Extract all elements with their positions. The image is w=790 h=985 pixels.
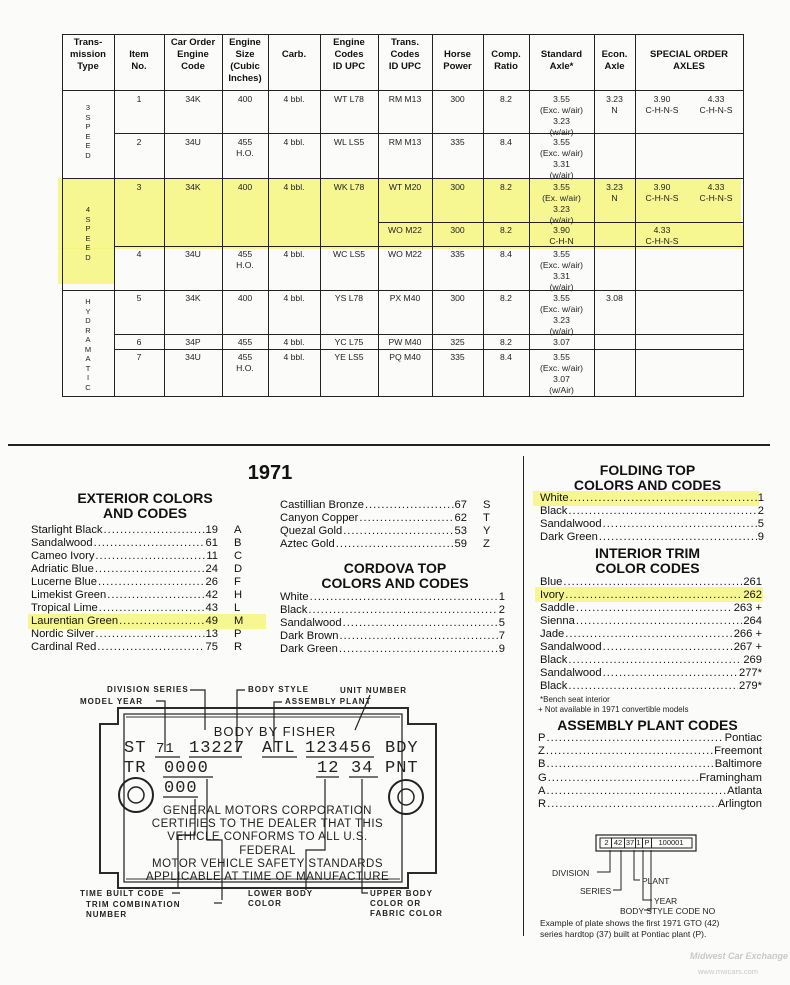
cell-item: 7 <box>136 352 142 362</box>
cell-item: 6 <box>136 337 142 347</box>
interior-trim-row-name: Black <box>540 654 568 667</box>
exterior-color-row-name: Sandalwood <box>31 536 93 549</box>
interior-trim-row-code: 263 + <box>733 602 762 615</box>
cordova-color-row-name: Dark Green <box>280 643 338 656</box>
interior-trim-row-code: 279* <box>738 680 762 693</box>
cell-carb: 4 bbl. <box>283 249 305 259</box>
plate-bdy: BDY <box>385 739 419 758</box>
small-plate-division: DIVISION <box>552 868 590 878</box>
cell-std: 3.55 (Exc. w/air) 3.23 (w/air) <box>540 94 583 137</box>
interior-trim-row-code: 266 + <box>733 628 762 641</box>
cell-eng: WC LS5 <box>333 249 365 259</box>
header-carb: Carb. <box>281 49 307 60</box>
cell-trans: PQ M40 <box>389 352 421 362</box>
plant-code-row-name: A <box>538 784 546 797</box>
small-plate-series: SERIES <box>580 886 612 896</box>
plant-code-row-name: G <box>538 771 547 784</box>
cell-eng: YS L78 <box>334 293 364 303</box>
cell-size: 455 H.O. <box>236 249 254 270</box>
cell-size: 455 H.O. <box>236 137 254 158</box>
exterior-color-row-letter: Y <box>483 524 491 537</box>
exterior-color-row-name: Starlight Black <box>31 524 103 536</box>
folding-color-row-name: Black <box>540 505 568 518</box>
plate-unit: 123456 <box>305 739 373 758</box>
cordova-color-row-code: 1 <box>498 591 505 603</box>
plate-time-code: 000 <box>164 779 198 798</box>
exterior-color-row-code: 13 <box>205 627 218 640</box>
cell-size: 455 H.O. <box>236 352 254 373</box>
plants-title: ASSEMBLY PLANT CODES <box>557 717 738 733</box>
callout-unit-number: UNIT NUMBER <box>340 686 407 695</box>
plant-code-row-code: Framingham <box>699 771 762 784</box>
cell-comp: 8.4 <box>500 249 512 259</box>
cell-trans: RM M13 <box>388 94 422 104</box>
exterior-color-row-name: Quezal Gold <box>280 524 343 537</box>
plant-code-row-code: Freemont <box>714 745 762 758</box>
folding-color-row-name: Dark Green <box>540 531 598 544</box>
cell-econ: 3.08 <box>606 293 623 303</box>
cell-hp: 300 <box>450 182 465 192</box>
plate-st: ST <box>124 739 147 758</box>
small-plate-cell: 100001 <box>658 838 684 847</box>
exterior-color-row-letter: M <box>234 614 244 627</box>
header-special-order: SPECIAL ORDER AXLES <box>650 49 728 72</box>
exterior-color-row-name: Laurentian Green <box>31 614 119 627</box>
cell-comp: 8.2 <box>500 94 512 104</box>
cell-carb: 4 bbl. <box>283 352 305 362</box>
header-engine-size: Engine Size (Cubic Inches) <box>228 37 262 84</box>
plate-header: BODY BY FISHER <box>213 724 337 739</box>
interior-trim-row-name: Saddle <box>540 602 575 615</box>
header-car-order: Car Order Engine Code <box>170 37 216 72</box>
exterior-color-row-letter: P <box>234 627 242 640</box>
cell-sp1: 4.33 C-H-N-S <box>645 225 679 246</box>
group-hydramatic: H Y D R A M A T I C <box>84 297 92 392</box>
exterior-color-row-code: 75 <box>205 640 218 653</box>
cell-size: 400 <box>237 94 253 104</box>
cell-trans: RM M13 <box>388 137 422 147</box>
interior-trim-row-name: Sandalwood <box>540 641 602 654</box>
cell-std: 3.90 C-H-N <box>549 225 574 246</box>
interior-title: INTERIOR TRIM COLOR CODES <box>595 545 700 576</box>
exterior-color-row-name: Lucerne Blue <box>31 575 97 588</box>
exterior-color-row-code: 26 <box>205 575 218 588</box>
exterior-color-row-code: 59 <box>454 537 467 550</box>
exterior-color-row-letter: C <box>234 549 243 562</box>
exterior-color-row-letter: F <box>234 575 241 588</box>
interior-trim-row-code: 269 <box>743 654 762 667</box>
plant-code-row-name: P <box>538 732 546 744</box>
exterior-color-row-name: Canyon Copper <box>280 511 359 524</box>
cell-order: 34U <box>185 249 201 259</box>
cell-order: 34P <box>185 337 201 347</box>
cell-std: 3.55 (Exc. w/air) 3.31 (w/air) <box>540 249 583 292</box>
cell-trans: WT M20 <box>388 182 422 192</box>
exterior-color-row-name: Cardinal Red <box>31 640 97 653</box>
exterior-color-row-code: 62 <box>454 511 467 524</box>
small-plate-cell: 42 <box>612 838 625 848</box>
interior-trim-row-name: Sandalwood <box>540 667 602 680</box>
exterior-color-row-code: 43 <box>205 601 218 614</box>
cell-comp: 8.2 <box>500 182 512 192</box>
callout-lower-body: LOWER BODY COLOR <box>248 889 314 908</box>
cordova-color-row-code: 2 <box>498 604 505 617</box>
exterior-color-row-code: 24 <box>205 562 218 575</box>
cell-sp2: 4.33 C-H-N-S <box>699 182 733 203</box>
exterior-color-row-code: 11 <box>206 549 218 562</box>
cell-hp: 300 <box>450 94 465 104</box>
cell-item: 4 <box>136 249 142 259</box>
exterior-color-row-letter: H <box>234 588 243 601</box>
cordova-color-row-code: 9 <box>498 643 505 656</box>
cell-sp1: 3.90 C-H-N-S <box>645 182 679 203</box>
cordova-color-row-name: White <box>280 591 309 603</box>
cordova-color-row-code: 5 <box>498 617 505 630</box>
small-plate-cell: P <box>643 838 652 848</box>
exterior-color-row-letter: S <box>483 499 491 511</box>
cell-eng: YE LS5 <box>334 352 364 362</box>
interior-trim-row-code: 267 + <box>733 641 762 654</box>
header-engine-codes: Engine Codes ID UPC <box>332 37 366 72</box>
cell-comp: 8.4 <box>500 137 512 147</box>
plate-body-style: 13227 <box>189 739 246 758</box>
cordova-title: CORDOVA TOP COLORS AND CODES <box>321 560 469 591</box>
interior-trim-row-name: Jade <box>540 628 565 641</box>
cell-size: 400 <box>237 293 253 303</box>
cordova-color-row-name: Dark Brown <box>280 630 339 643</box>
exterior-color-row-name: Aztec Gold <box>280 537 335 550</box>
cell-eng: YC L75 <box>334 337 364 347</box>
watermark-brand: Midwest Car Exchange <box>690 951 789 961</box>
interior-trim-row-code: 277* <box>738 667 762 680</box>
cell-carb: 4 bbl. <box>283 182 305 192</box>
interior-trim-row-code: 262 <box>743 589 762 602</box>
exterior-color-row-letter: D <box>234 562 243 575</box>
cell-std: 3.55 (Exc. w/air) 3.23 (w/air) <box>540 293 583 336</box>
watermark-url: www.mwcars.com <box>698 967 759 976</box>
interior-note-1: *Bench seat interior <box>540 695 610 704</box>
cell-comp: 8.2 <box>500 225 512 235</box>
interior-trim-row-name: Blue <box>540 576 563 588</box>
folding-color-row-code: 2 <box>757 505 764 518</box>
cell-std: 3.55 (Exc. w/air) 3.07 (w/Air) <box>540 352 583 395</box>
cell-eng: WL LS5 <box>333 137 365 147</box>
exterior-color-row-letter: B <box>234 536 242 549</box>
plant-code-row-code: Baltimore <box>714 758 762 771</box>
plant-code-row-code: Pontiac <box>724 732 762 744</box>
plant-code-row-code: Atlanta <box>727 784 762 797</box>
cell-carb: 4 bbl. <box>283 94 305 104</box>
small-plate-cell: 1 <box>635 838 643 848</box>
cell-hp: 335 <box>450 249 465 259</box>
plate-lower-color: 12 <box>317 759 340 778</box>
exterior-color-row-name: Limekist Green <box>31 588 107 601</box>
cell-comp: 8.4 <box>500 352 512 362</box>
exterior-color-row-code: 42 <box>205 588 218 601</box>
header-trans-codes: Trans. Codes ID UPC <box>388 37 422 72</box>
exterior-color-row-code: 19 <box>205 524 218 536</box>
exterior-color-row-letter: T <box>483 511 490 524</box>
cell-hp: 335 <box>450 137 465 147</box>
callout-trim-combo: TRIM COMBINATION NUMBER <box>86 900 181 919</box>
cell-trans: WO M22 <box>388 225 422 235</box>
header-horse-power: Horse Power <box>443 49 472 72</box>
header-item: Item No. <box>129 49 149 72</box>
exterior-color-row-code: 61 <box>205 536 218 549</box>
small-plate-year: YEAR <box>654 896 678 906</box>
plate-trim: 0000 <box>164 759 209 778</box>
group-4-speed: 4 S P E E D <box>85 205 91 262</box>
callout-model-year: MODEL YEAR <box>80 697 144 706</box>
cell-hp: 325 <box>450 337 465 347</box>
exterior-color-row-name: Adriatic Blue <box>31 562 94 575</box>
cell-std: 3.55 (Ex. w/air) 3.23 (w/air) <box>542 182 581 225</box>
cell-size: 455 <box>237 337 253 347</box>
cell-trans: PW M40 <box>388 337 422 347</box>
exterior-color-row-letter: Z <box>483 537 490 550</box>
interior-trim-row-code: 261 <box>743 576 762 588</box>
cell-econ: 3.23 N <box>606 94 623 115</box>
interior-trim-row-name: Ivory <box>540 589 565 602</box>
header-comp-ratio: Comp. Ratio <box>491 49 521 72</box>
header-transmission: Trans- mission Type <box>70 37 106 72</box>
plate-plant: ATL <box>262 739 296 758</box>
header-econ-axle: Econ. Axle <box>601 49 628 72</box>
exterior-color-row-letter: L <box>234 601 241 614</box>
exterior-color-row-letter: A <box>234 524 242 536</box>
plant-code-row-name: B <box>538 758 546 771</box>
cell-eng: WT L78 <box>334 94 364 104</box>
small-plate-cell: 2 <box>602 838 612 848</box>
plant-code-row-name: R <box>538 798 547 810</box>
cell-item: 3 <box>136 182 142 192</box>
small-plate-body-style: BODY STYLE CODE NO <box>620 906 716 916</box>
cell-sp2: 4.33 C-H-N-S <box>699 94 733 115</box>
exterior-color-row-code: 67 <box>454 499 467 511</box>
cell-item: 2 <box>136 137 142 147</box>
cell-hp: 300 <box>450 225 465 235</box>
cell-order: 34K <box>185 293 201 303</box>
exterior-color-row-name: Cameo Ivory <box>31 549 95 562</box>
plate-legal-text: GENERAL MOTORS CORPORATION CERTIFIES TO THE DEALER THAT THIS VEHICLE CONFORMS TO ALL U.S. FEDERAL MOTOR VEHICLE SAFETY STANDARDS APPLICABLE AT TIME OF MANUFACTURE <box>145 805 390 884</box>
header-standard-axle: Standard Axle* <box>540 49 583 72</box>
cell-trans: PX M40 <box>389 293 421 303</box>
exterior-color-row-name: Tropical Lime <box>31 601 98 614</box>
year-title: 1971 <box>247 462 293 484</box>
cell-std: 3.07 <box>553 337 570 347</box>
cordova-color-row-name: Sandalwood <box>280 617 342 630</box>
cell-comp: 8.2 <box>500 293 512 303</box>
cell-sp1: 3.90 C-H-N-S <box>645 94 679 115</box>
callout-body-style: BODY STYLE <box>248 685 309 694</box>
cell-econ: 3.23 N <box>606 182 623 203</box>
callout-division-series: DIVISION SERIES <box>107 685 189 694</box>
group-3-speed: 3 S P E E D <box>85 103 91 160</box>
folding-color-row-code: 1 <box>757 492 764 504</box>
folding-title: FOLDING TOP COLORS AND CODES <box>573 462 722 493</box>
small-plate-plant: PLANT <box>642 876 670 886</box>
exterior-color-row-name: Nordic Silver <box>31 627 95 640</box>
cell-order: 34U <box>185 352 201 362</box>
exterior-color-row-code: 53 <box>454 524 467 537</box>
folding-color-row-code: 5 <box>757 518 764 531</box>
exterior-color-row-code: 49 <box>205 614 218 627</box>
plate-tr: TR <box>124 759 147 778</box>
exterior-color-row-letter: R <box>234 640 243 653</box>
plate-pnt: PNT <box>385 759 419 778</box>
cell-order: 34K <box>185 94 201 104</box>
small-plate-cell: 37 <box>625 838 635 847</box>
exterior-title: EXTERIOR COLORS AND CODES <box>77 490 213 521</box>
cell-trans: WO M22 <box>388 249 422 259</box>
plate-upper-color: 34 <box>351 759 374 778</box>
cell-comp: 8.2 <box>500 337 512 347</box>
cordova-color-row-code: 7 <box>498 630 505 643</box>
interior-trim-row-name: Black <box>540 680 568 693</box>
cell-hp: 335 <box>450 352 465 362</box>
folding-color-row-name: Sandalwood <box>540 518 602 531</box>
interior-note-2: + Not available in 1971 convertible models <box>538 705 689 714</box>
plate-year: 71 <box>156 741 175 757</box>
interior-trim-row-code: 264 <box>743 615 762 628</box>
folding-color-row-name: White <box>540 492 569 504</box>
cell-order: 34K <box>185 182 201 192</box>
callout-upper-body: UPPER BODY COLOR OR FABRIC COLOR <box>370 889 443 918</box>
callout-time-built: TIME BUILT CODE <box>80 889 165 898</box>
cell-item: 5 <box>136 293 142 303</box>
interior-trim-row-name: Sienna <box>540 615 575 628</box>
plant-code-row-code: Arlington <box>717 798 762 810</box>
callout-assembly-plant: ASSEMBLY PLANT <box>285 697 372 706</box>
cell-std: 3.55 (Exc. w/air) 3.31 (w/air) <box>540 137 583 180</box>
cell-item: 1 <box>136 94 142 104</box>
cell-carb: 4 bbl. <box>283 137 305 147</box>
cell-hp: 300 <box>450 293 465 303</box>
cell-carb: 4 bbl. <box>283 293 305 303</box>
exterior-color-row-name: Castillian Bronze <box>280 499 364 511</box>
cordova-color-row-name: Black <box>280 604 308 617</box>
cell-size: 400 <box>237 182 253 192</box>
folding-color-row-code: 9 <box>757 531 764 544</box>
cell-order: 34U <box>185 137 201 147</box>
cell-carb: 4 bbl. <box>283 337 305 347</box>
small-plate-caption: Example of plate shows the first 1971 GTO (42) series hardtop (37) built at Pontiac plant (P). <box>540 918 720 939</box>
cell-eng: WK L78 <box>333 182 365 192</box>
plant-code-row-name: Z <box>538 745 545 758</box>
